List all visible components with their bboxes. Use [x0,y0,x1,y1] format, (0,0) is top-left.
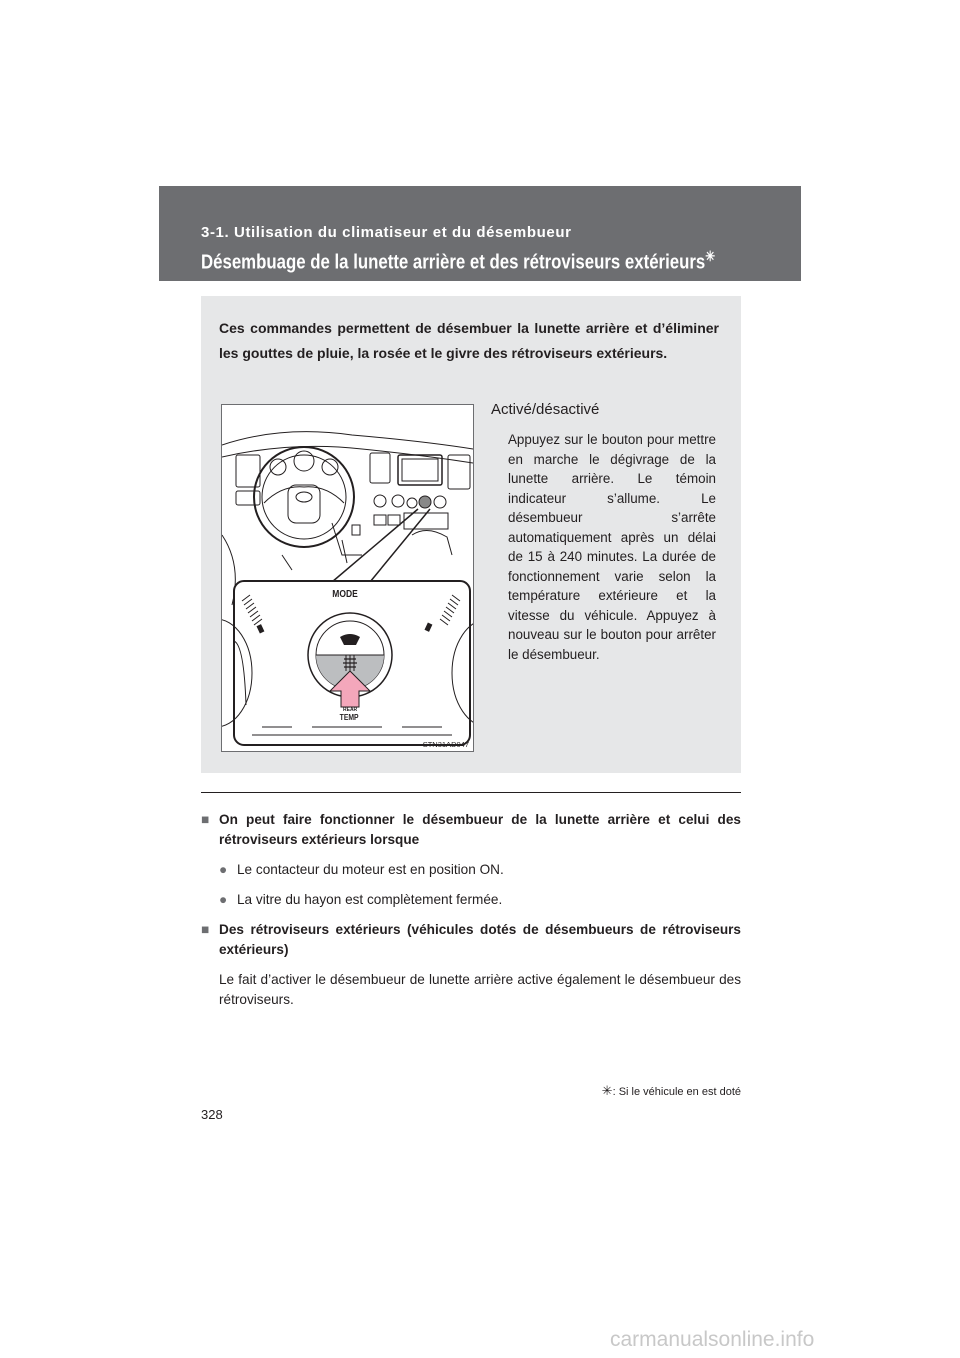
illustration-code: STN31AD047 [422,740,469,749]
list-item [219,860,741,880]
round-bullet-icon: ● [219,862,228,877]
optional-equipment-icon: ✳ [705,248,716,264]
bullet-list [201,860,741,910]
dashboard-drawing [222,405,473,751]
section-divider [201,792,741,793]
note-heading-text: Des rétroviseurs extérieurs (véhicules dotés de désembueurs de rétroviseurs extérieurs) [219,922,741,957]
rear-label: REAR [343,707,358,713]
square-bullet-icon: ■ [201,812,210,827]
asterisk-icon: ✳ [601,1083,613,1098]
list-item-text: La vitre du hayon est complètement fermée. [237,892,503,907]
info-panel [201,296,741,773]
round-bullet-icon: ● [219,892,228,907]
notes-section [201,810,741,1010]
square-bullet-icon: ■ [201,922,210,937]
page-title [201,248,715,275]
control-description: Appuyez sur le bouton pour mettre en marche le dégivrage de la lunette arrière. Le témoin indicateur s’allume. Le désembueur s’arrête automatiquement après un délai de 15 à 240 minutes. La durée de fonctionnement varie selon la température extérieure et la vitesse du véhicule. Appuyez à nouveau sur le bouton pour arrêter le désembueur. [508,432,716,662]
list-item [219,890,741,910]
temp-label: TEMP [339,713,359,722]
note-heading [201,810,741,850]
section-header [159,186,801,281]
control-title: Activé/désactivé [491,401,600,418]
list-item-text: Le contacteur du moteur est en position ON. [237,862,504,877]
note-text: Le fait d’activer le désembueur de lunette arrière active également le désembueur des rétroviseurs. [219,972,741,1007]
note-heading [201,920,741,960]
intro-text: Ces commandes permettent de désembuer la lunette arrière et d’éliminer les gouttes de pluie, la rosée et le givre des rétroviseurs extérieurs. [219,320,719,361]
note-heading-text: On peut faire fonctionner le désembueur de la lunette arrière et celui des rétroviseurs extérieurs lorsque [219,812,741,847]
dashboard-illustration [221,404,474,752]
mode-label: MODE [332,589,358,600]
footnote-text: : Si le véhicule en est doté [612,1086,741,1098]
watermark: carmanualsonline.info [610,1328,815,1351]
section-title: 3-1. Utilisation du climatiseur et du désembueur [201,224,572,241]
page-number: 328 [201,1107,223,1122]
page-title-text: Désembuage de la lunette arrière et des rétroviseurs extérieurs [201,251,706,274]
footnote [602,1083,741,1099]
